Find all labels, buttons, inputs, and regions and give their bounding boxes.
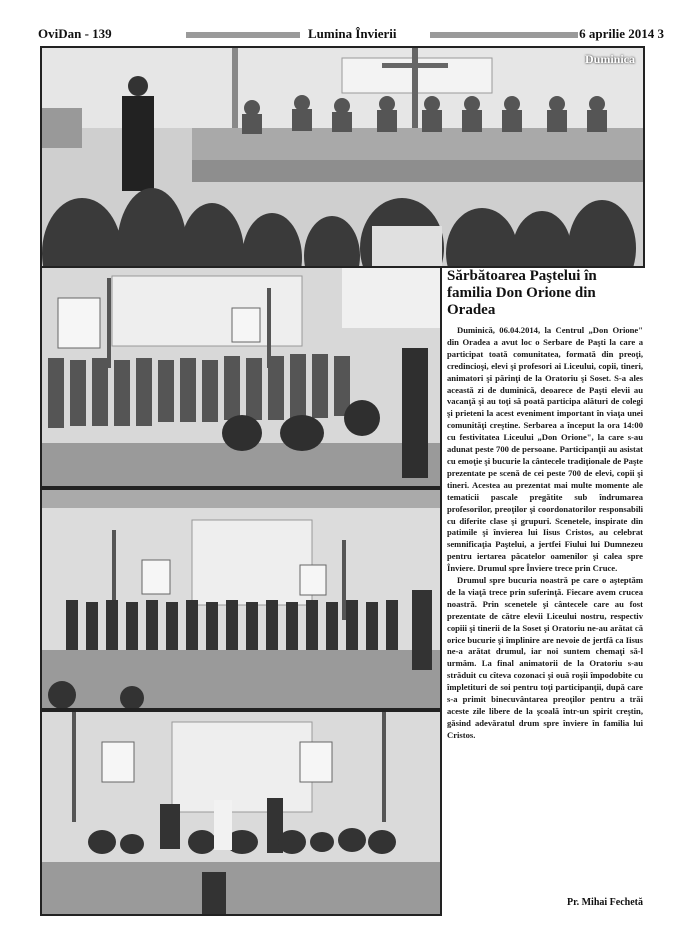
photo-passion-play xyxy=(40,710,442,916)
photo-children-lineup xyxy=(40,488,442,710)
article xyxy=(447,268,643,918)
issue-date-page: 6 aprilie 2014 3 xyxy=(579,26,664,41)
photo-choir-guitars xyxy=(40,266,442,488)
header-rule-right xyxy=(430,32,578,38)
article-paragraph-2: Drumul spre bucuria noastră pe care o aşteptăm de la viaţă trece prin suferinţă. Fiecare avem crucea noastră. Prin scenetele şi cântecele care au fost prezentate de către elevii Liceului nostru, respectiv copiii şi tinerii de la Soset şi Oratoriu ne-au arătat că orice bucurie şi împlinire are nevoie de jertfă ca Iisus ne-a arătat drumul, iar noi suntem chemaţi să-l urmăm. La final animatorii de la Oratoriu s-au străduit cu cîteva cozonaci şi ouă roşii împodobite cu împletituri de soi pentru toţi participanţii, după care s-a primit binecuvântarea preoţilor pentru a trăi aceste zile libere de la şcoală într-un spirit creştin, găsind adevăratul drum spre înviere în familia lui Cristos. xyxy=(447,575,643,740)
article-signature: Pr. Mihai Fechetă xyxy=(566,897,643,908)
header-rule-left xyxy=(186,32,300,38)
issue-number: OviDan - 139 xyxy=(38,26,112,41)
article-paragraph-1: Duminică, 06.04.2014, la Centrul „Don Orione" din Oradea a avut loc o Serbare de Paşti la care a participat toată comunitatea, formată din preoţi, credincioşi, elevi şi profesori ai Liceului, copii, tineri, animatori şi părinţi de la Oratoriu şi Soset. S-a ales această zi de duminică, deoarece de Paşti elevii au vacanţă şi au toţi să poată participa alături de colegi şi prieteni la acest eveniment important în viaţa unei comunităţi creştine. Serbarea a început la ora 14:00 cu festivitatea Liceului „Don Orione", la care s-au adunat peste 700 de persoane. Participanţii au asistat cu emoţie şi bucurie la cântecele tradiţionale de Paşte prezentate pe scenă de cei peste 700 de elevi, copii şi tineri. Acestea au prezentat mai multe momente ale tematicii pascale pregătite sub îndrumarea profesorilor, preoţilor şi coordonatorilor responsabili cu diferite clase şi grupuri. Scenetele, inspirate din patimile şi învierea lui Iisus Cristos, au celebrat semnificaţia Paştelui, a jertfei Fiului lui Dumnezeu pentru iertarea păcatelor oamenilor şi calea spre Înviere. Drumul spre Înviere trece prin Cruce. xyxy=(447,325,643,574)
article-title: Sărbătoarea Paştelui în familia Don Orione din Oradea xyxy=(447,268,597,318)
photo-caption-overlay: Duminica xyxy=(584,52,635,66)
publication-title: Lumina Învierii xyxy=(308,26,397,41)
photo-stage-audience xyxy=(40,46,645,268)
page-header xyxy=(38,24,664,44)
